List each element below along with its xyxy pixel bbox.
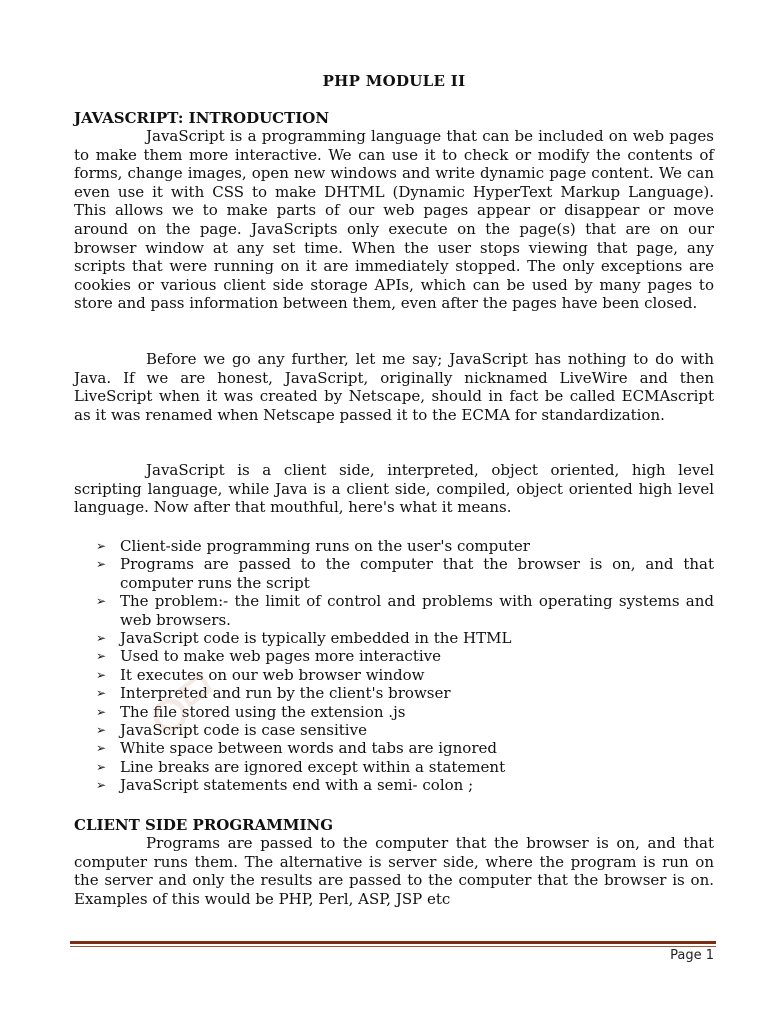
arrow-right-icon: ➢	[96, 723, 107, 738]
list-item: ➢ It executes on our web browser window	[96, 665, 425, 684]
section-heading-client-side: CLIENT SIDE PROGRAMMING	[74, 816, 334, 834]
list-item: ➢ JavaScript statements end with a semi- colon ;	[96, 776, 474, 795]
list-item: ➢ JavaScript code is case sensitive	[96, 721, 367, 740]
list-item: ➢ Interpreted and run by the client's browser	[96, 684, 451, 703]
page-title: PHP MODULE II	[322, 72, 466, 90]
list-item: ➢ JavaScript code is typically embedded in the HTML	[96, 629, 512, 648]
arrow-right-icon: ➢	[96, 631, 107, 646]
arrow-right-icon: ➢	[96, 686, 107, 701]
paragraph-java-note: Before we go any further, let me say; JavaScript has nothing to do with Java. If we are honest, JavaScript, originally nicknamed LiveWire and then LiveScript when it was created by Netscape, should in fact be called ECMAscript as it was renamed when Netscape passed it to the ECMA for standardization.	[74, 350, 714, 424]
arrow-right-icon: ➢	[96, 649, 107, 664]
footer-divider	[70, 941, 716, 944]
page-number: Page 1	[670, 948, 714, 963]
list-item: ➢ White space between words and tabs are ignored	[96, 739, 497, 758]
paragraph-client-side: Programs are passed to the computer that the browser is on, and that computer runs them. The alternative is server side, where the program is run on the server and only the results are passed to the computer that the browser is on. Examples of this would be PHP, Perl, ASP, JSP etc	[74, 834, 714, 908]
arrow-right-icon: ➢	[96, 667, 107, 682]
list-item: ➢ Programs are passed to the computer that the browser is on, and that computer runs the script	[96, 555, 714, 592]
list-item: ➢ The file stored using the extension .js	[96, 702, 406, 721]
section-heading-javascript-intro: JAVASCRIPT: INTRODUCTION	[74, 109, 330, 127]
paragraph-client-side-summary: JavaScript is a client side, interpreted, object oriented, high level scripting language, while Java is a client side, compiled, object oriented high level language. Now after that mouthful, here's what it means.	[74, 461, 714, 517]
list-item: ➢ Used to make web pages more interactive	[96, 647, 442, 666]
list-item: ➢ Client-side programming runs on the user's computer	[96, 537, 530, 555]
arrow-right-icon: ➢	[96, 594, 107, 609]
arrow-right-icon: ➢	[96, 557, 107, 572]
arrow-right-icon: ➢	[96, 759, 107, 774]
list-item: ➢ The problem:- the limit of control and problems with operating systems and web browsers.	[96, 592, 714, 629]
arrow-right-icon: ➢	[96, 778, 107, 793]
arrow-right-icon: ➢	[96, 741, 107, 756]
arrow-right-icon: ➢	[96, 539, 107, 553]
footer-divider-thin	[70, 946, 716, 947]
list-item: ➢ Line breaks are ignored except within a statement	[96, 757, 506, 776]
arrow-right-icon: ➢	[96, 704, 107, 719]
paragraph-intro: JavaScript is a programming language that can be included on web pages to make them more interactive. We can use it to check or modify the contents of forms, change images, open new windows and write dynamic page content. We can even use it with CSS to make DHTML (Dynamic HyperText Markup Language). This allows we to make parts of our web pages appear or disappear or move around on the page. JavaScripts only execute on the page(s) that are on our browser window at any set time. When the user stops viewing that page, any scripts that were running on it are immediately stopped. The only exceptions are cookies or various client side storage APIs, which can be used by many pages to store and pass information between them, even after the pages have been closed.	[74, 127, 714, 313]
watermark-logo-icon	[140, 660, 230, 750]
